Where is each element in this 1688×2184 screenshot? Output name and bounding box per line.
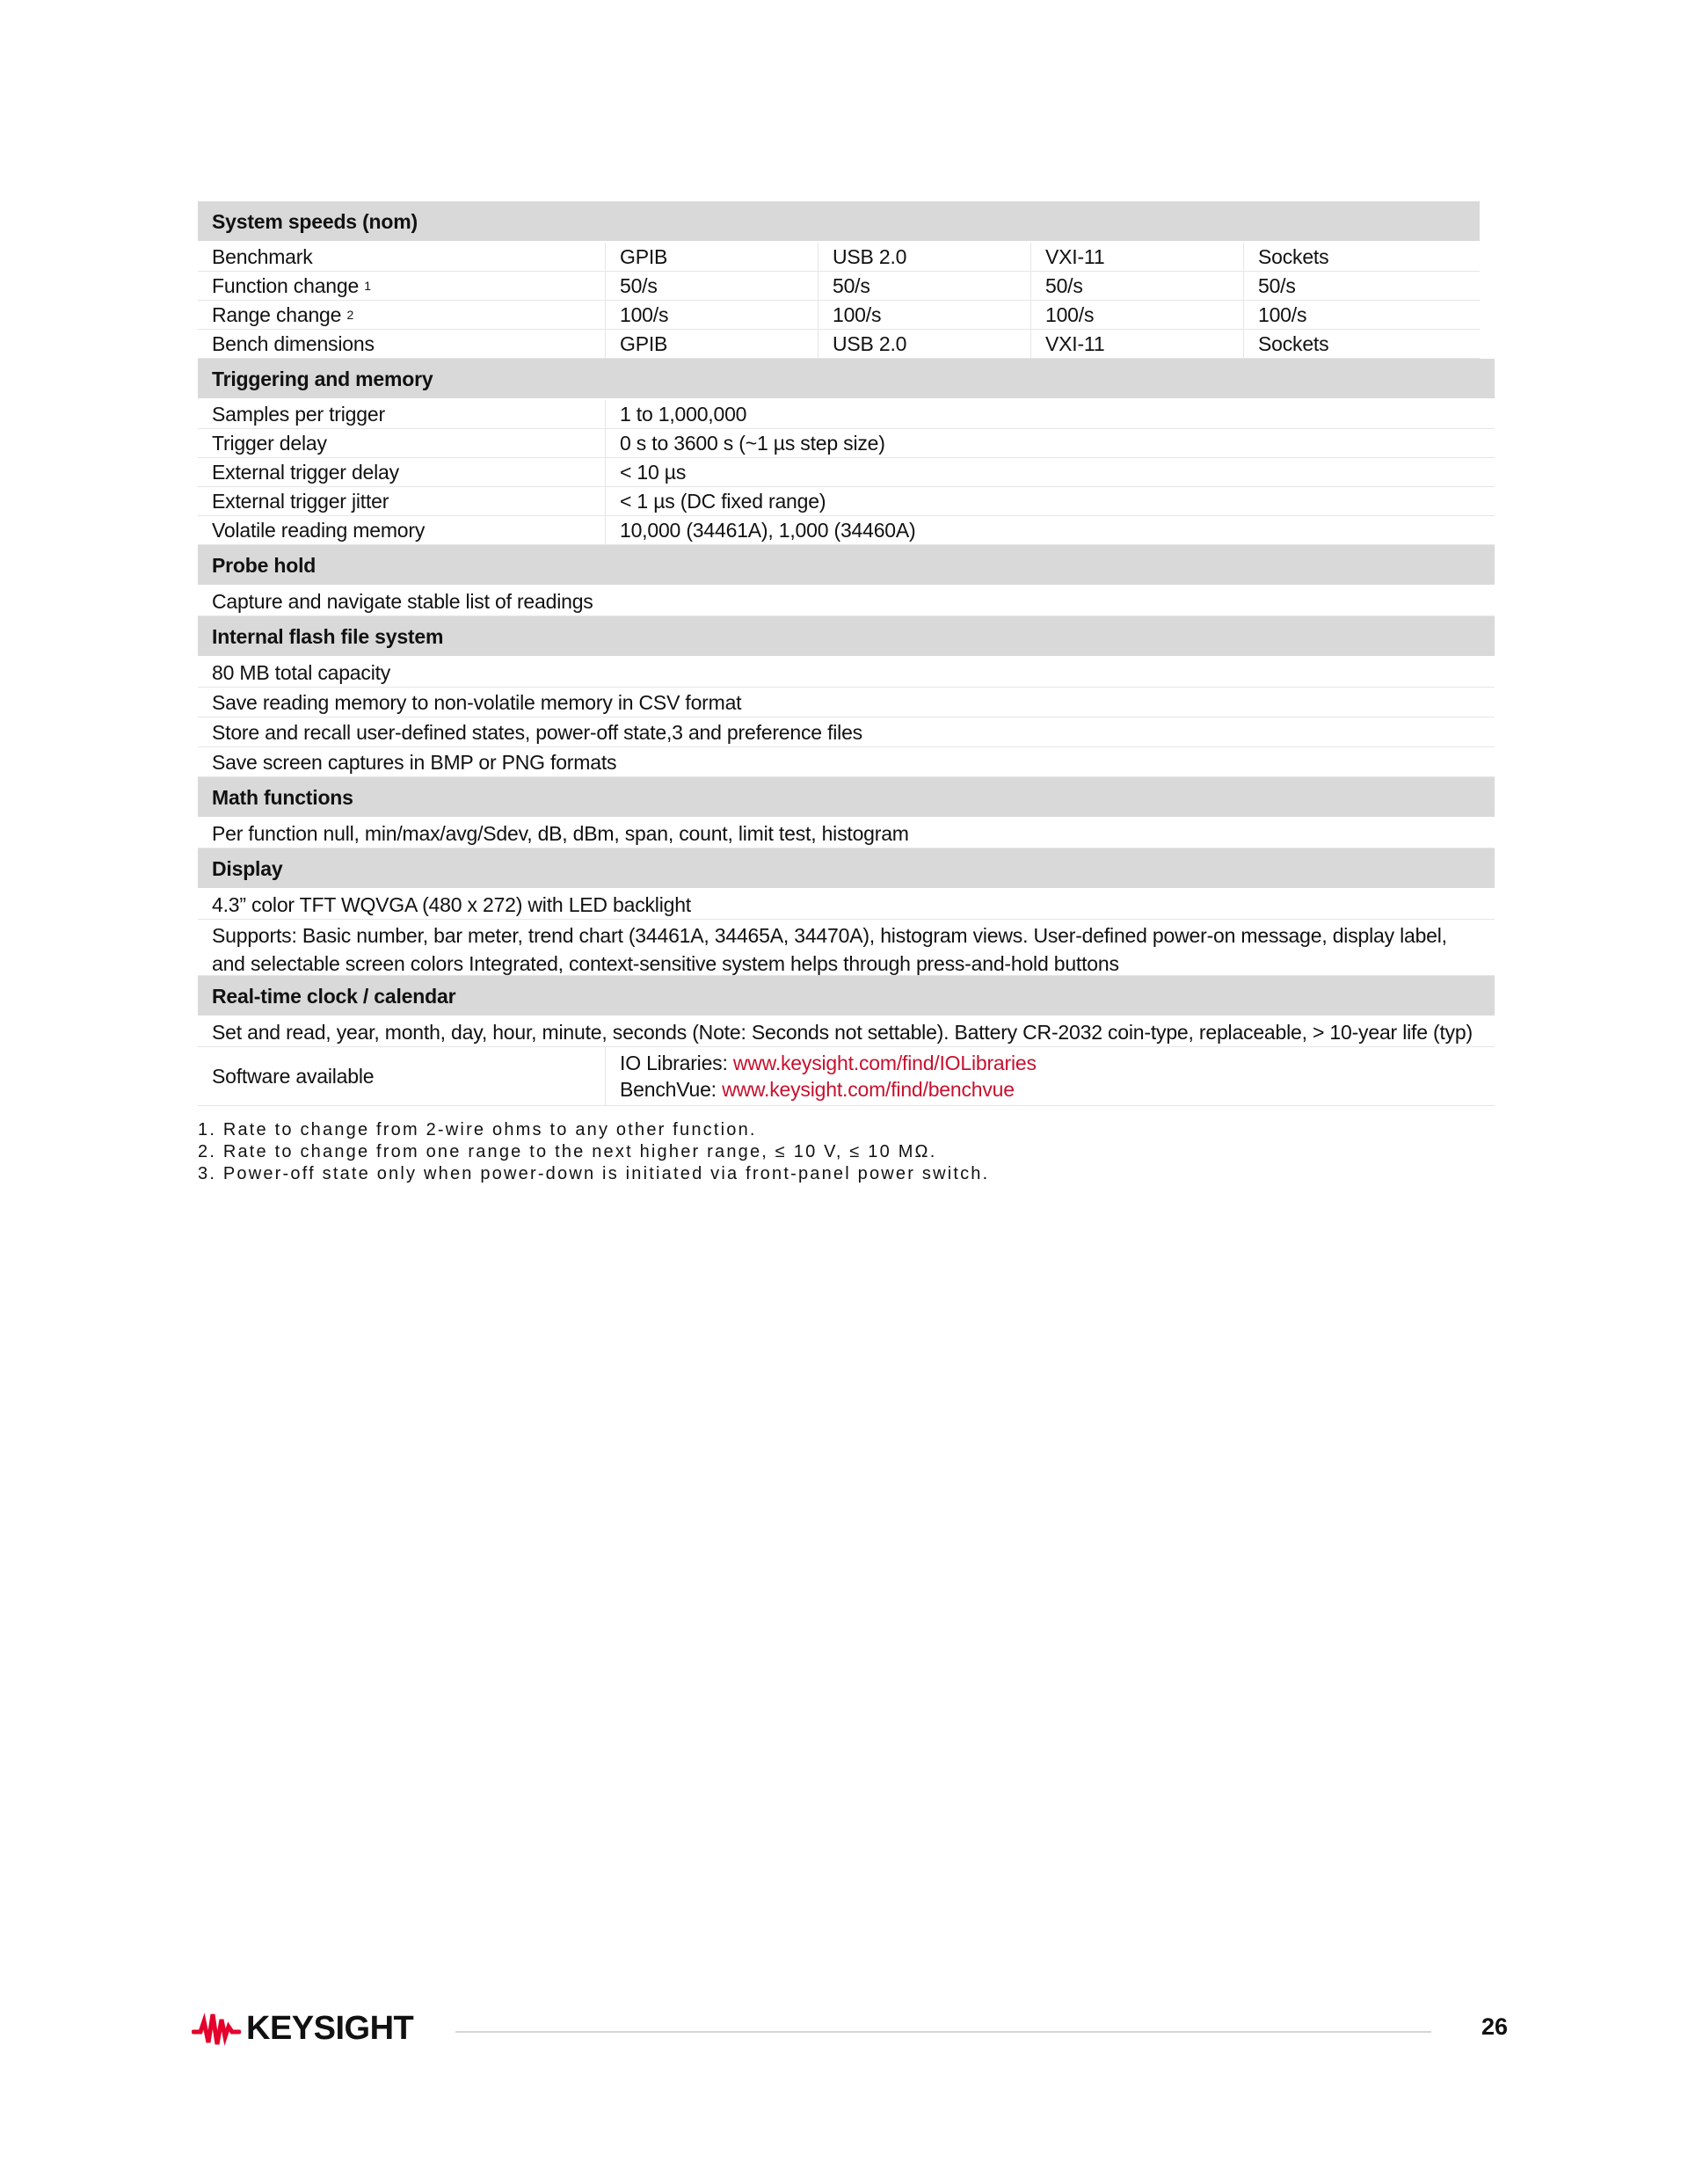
cell: Set and read, year, month, day, hour, minute, seconds (Note: Seconds not settable). Battery CR-2032 coin-type, replaceable, > 10-year life (typ)	[212, 1020, 1473, 1044]
row-label: Software available	[212, 1065, 375, 1088]
row-label: Bench dimensions	[212, 332, 375, 355]
keysight-wave-icon	[192, 2011, 241, 2048]
io-libraries-label: IO Libraries:	[620, 1052, 733, 1074]
section-title: System speeds (nom)	[212, 209, 418, 233]
table-row	[198, 301, 1480, 330]
cell: Save reading memory to non-volatile memory in CSV format	[212, 690, 742, 714]
section-title: Internal flash file system	[212, 624, 444, 648]
benchvue-label: BenchVue:	[620, 1078, 723, 1101]
cell: 100/s	[1030, 301, 1243, 329]
section-header-math	[198, 777, 1495, 817]
row-label: Range change 2	[212, 303, 354, 326]
specification-table	[198, 201, 1495, 1106]
cell: 100/s	[818, 301, 1030, 329]
cell: 100/s	[605, 301, 818, 329]
table-row	[198, 688, 1495, 717]
cell: < 10 µs	[605, 458, 1495, 486]
benchvue-line	[620, 1076, 1015, 1103]
section-header-flash	[198, 616, 1495, 656]
footnote: 3. Power-off state only when power-down is initiated via front-panel power switch.	[198, 1164, 990, 1183]
cell: 10,000 (34461A), 1,000 (34460A)	[605, 516, 1495, 544]
cell: 1 to 1,000,000	[605, 400, 1495, 428]
table-row	[198, 586, 1495, 616]
row-label: Function change 1	[212, 274, 371, 297]
section-header-clock	[198, 976, 1495, 1016]
section-header-probe-hold	[198, 545, 1495, 585]
table-row	[198, 487, 1495, 516]
table-row	[198, 658, 1495, 688]
cell: USB 2.0	[818, 330, 1030, 358]
table-row	[198, 717, 1495, 747]
cell: < 1 µs (DC fixed range)	[605, 487, 1495, 515]
cell: 4.3” color TFT WQVGA (480 x 272) with LED backlight	[212, 892, 692, 916]
table-row	[198, 516, 1495, 545]
cell: Sockets	[1243, 330, 1480, 358]
section-title: Display	[212, 856, 283, 880]
cell: Capture and navigate stable list of readings	[212, 589, 593, 613]
cell: Save screen captures in BMP or PNG formats	[212, 750, 617, 774]
io-libraries-link[interactable]: www.keysight.com/find/IOLibraries	[732, 1052, 1037, 1074]
section-title: Triggering and memory	[212, 367, 433, 390]
cell: 0 s to 3600 s (~1 µs step size)	[605, 429, 1495, 457]
benchvue-link[interactable]: www.keysight.com/find/benchvue	[722, 1078, 1015, 1101]
cell: 50/s	[1030, 272, 1243, 300]
cell: GPIB	[605, 330, 818, 358]
cell: VXI-11	[1030, 330, 1243, 358]
cell: Sockets	[1243, 243, 1480, 271]
cell: GPIB	[605, 243, 818, 271]
cell: Supports: Basic number, bar meter, trend chart (34461A, 34465A, 34470A), histogram views. User-defined power-on message, display label, and selectable screen colors Integrated, context-sensitive system helps through press-and-hold buttons	[212, 924, 1447, 975]
section-title: Math functions	[212, 785, 353, 809]
table-row	[198, 890, 1495, 920]
cell: Per function null, min/max/avg/Sdev, dB, dBm, span, count, limit test, histogram	[212, 821, 909, 845]
cell: 50/s	[1243, 272, 1480, 300]
table-row	[198, 458, 1495, 487]
section-header-display	[198, 848, 1495, 888]
table-row	[198, 429, 1495, 458]
cell: USB 2.0	[818, 243, 1030, 271]
row-label: Trigger delay	[212, 432, 327, 455]
cell: Store and recall user-defined states, power-off state,3 and preference files	[212, 720, 862, 744]
cell: VXI-11	[1030, 243, 1243, 271]
table-row	[198, 920, 1495, 976]
footnote: 2. Rate to change from one range to the next higher range, ≤ 10 V, ≤ 10 MΩ.	[198, 1142, 937, 1161]
table-row	[198, 272, 1480, 301]
table-row	[198, 819, 1495, 848]
footnotes	[198, 1119, 989, 1185]
table-row	[198, 1047, 1495, 1106]
section-title: Probe hold	[212, 553, 316, 577]
row-label: Volatile reading memory	[212, 519, 426, 542]
section-header-system-speeds	[198, 201, 1480, 241]
page-number: 26	[1481, 2013, 1508, 2040]
row-label: External trigger jitter	[212, 490, 389, 513]
cell: 50/s	[605, 272, 818, 300]
table-row	[198, 1017, 1495, 1047]
io-libraries-line	[620, 1050, 1037, 1076]
software-links	[605, 1047, 1495, 1105]
cell: 100/s	[1243, 301, 1480, 329]
cell: 80 MB total capacity	[212, 660, 391, 684]
table-row	[198, 747, 1495, 777]
row-label: External trigger delay	[212, 461, 399, 484]
brand-name: KEYSIGHT	[246, 2010, 414, 2047]
section-title: Real-time clock / calendar	[212, 984, 456, 1008]
table-row	[198, 330, 1480, 359]
keysight-logo	[192, 2010, 413, 2048]
footer-divider	[455, 2031, 1431, 2033]
table-row	[198, 400, 1495, 429]
row-label: Samples per trigger	[212, 403, 385, 426]
section-header-triggering	[198, 359, 1495, 398]
cell: 50/s	[818, 272, 1030, 300]
row-label: Benchmark	[212, 245, 313, 268]
footnote: 1. Rate to change from 2-wire ohms to any other function.	[198, 1120, 757, 1139]
table-row	[198, 243, 1480, 272]
